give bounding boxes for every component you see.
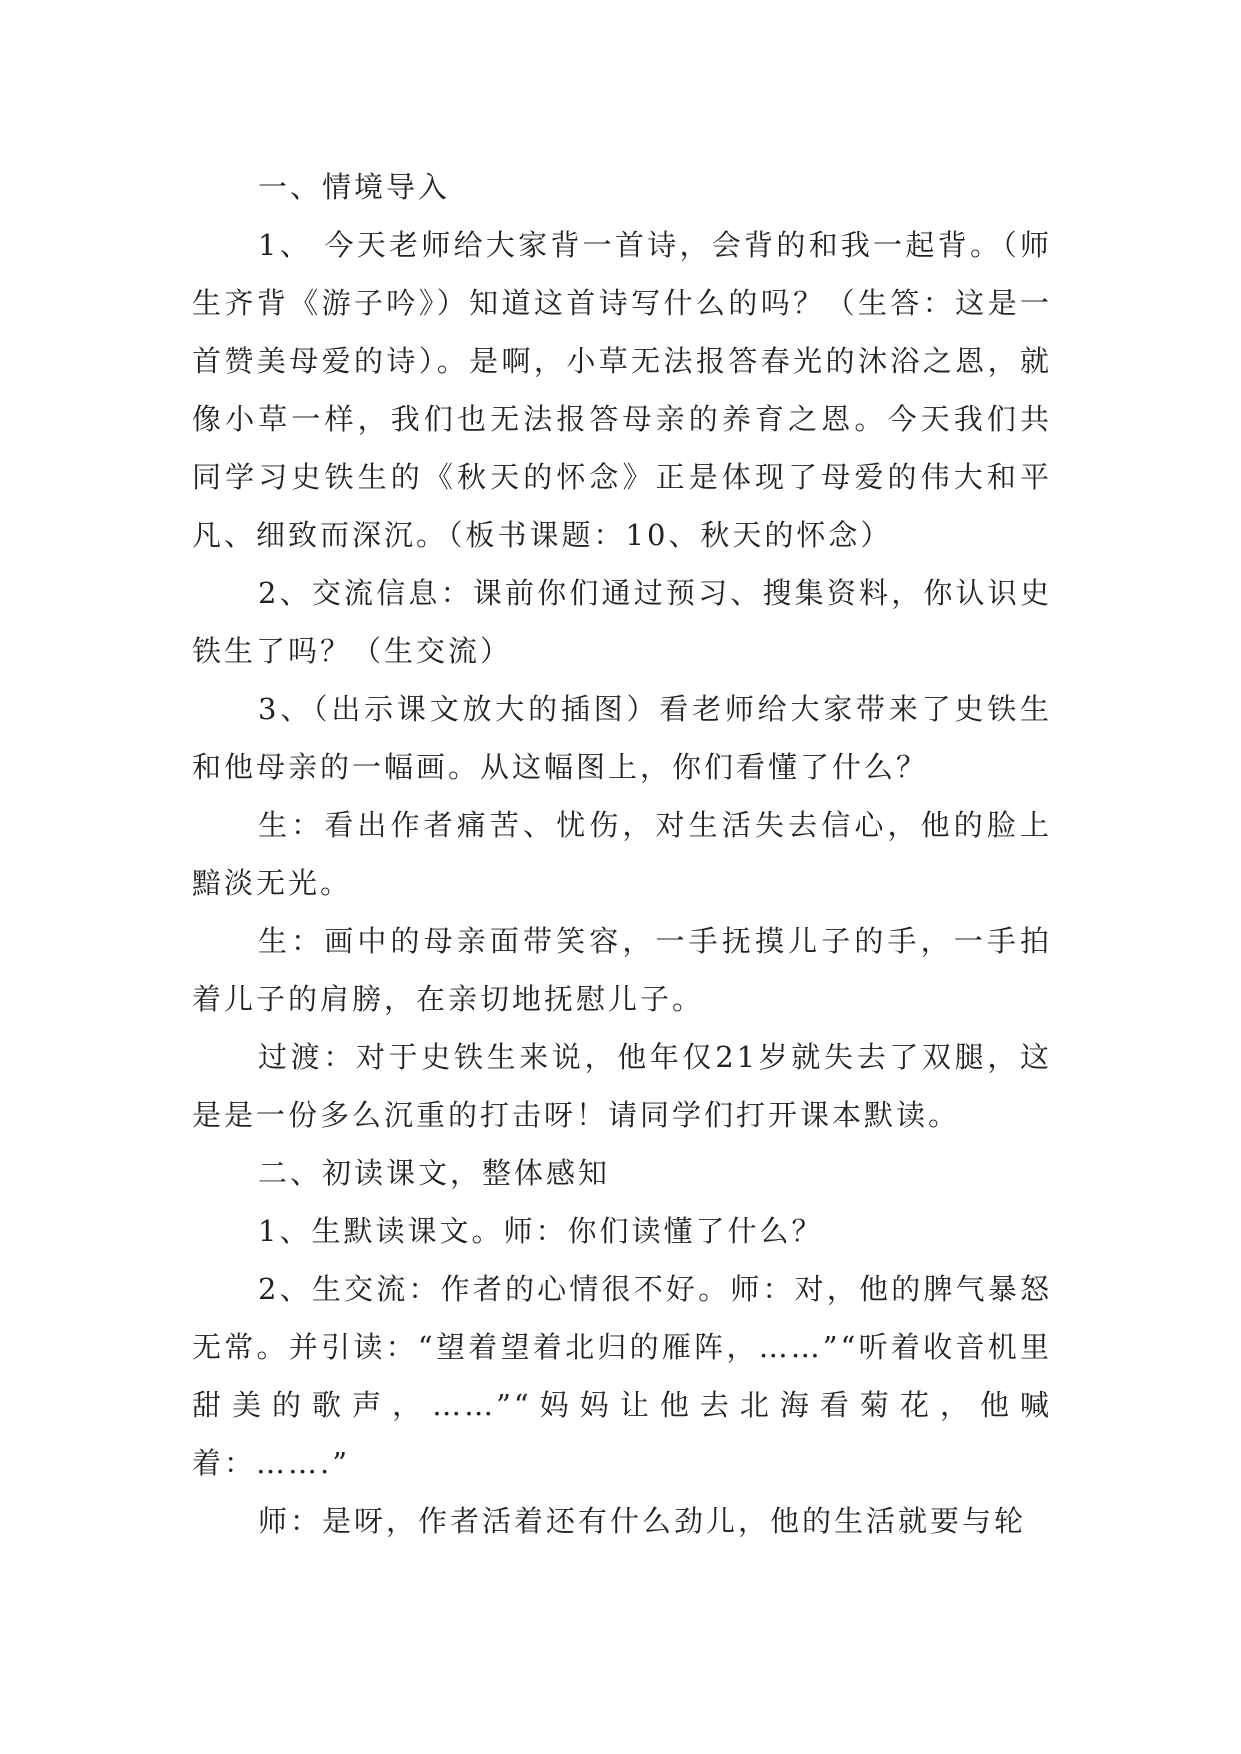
paragraph-transition: 过渡：对于史铁生来说，他年仅21岁就失去了双腿，这是是一份多么沉重的打击呀！请同学们打开课本默读。 (192, 1040, 1052, 1132)
paragraph-exchange-info: 2、交流信息：课前你们通过预习、搜集资料，你认识史铁生了吗？（生交流） (192, 576, 1052, 668)
paragraph-student-answer-2: 生：画中的母亲面带笑容，一手抚摸儿子的手，一手拍着儿子的肩膀，在亲切地抚慰儿子。 (192, 924, 1052, 1016)
document-body (192, 158, 1052, 1550)
paragraph-show-illustration: 3、（出示课文放大的插图）看老师给大家带来了史铁生和他母亲的一幅画。从这幅图上，你们看懂了什么？ (192, 692, 1052, 784)
section-heading-situation-intro: 一、情境导入 (258, 170, 451, 204)
paragraph-teacher-remark: 师：是呀，作者活着还有什么劲儿，他的生活就要与轮 (258, 1504, 1027, 1538)
paragraph-recite-poem: 1、 今天老师给大家背一首诗，会背的和我一起背。（师生齐背《游子吟》）知道这首诗写什么的吗？（生答：这是一首赞美母爱的诗）。是啊，小草无法报答春光的沐浴之恩，就像小草一样，我们也无法报答母亲的养育之恩。今天我们共同学习史铁生的《秋天的怀念》正是体现了母爱的伟大和平凡、细致而深沉。（板书课题：10、秋天的怀念） (192, 228, 1052, 552)
paragraph-student-exchange: 2、生交流：作者的心情很不好。师：对，他的脾气暴怒无常。并引读：“望着望着北归的雁阵，……”“听着收音机里甜美的歌声，……”“妈妈让他去北海看菊花，他喊着：…….” (192, 1272, 1052, 1480)
paragraph-silent-reading: 1、生默读课文。师：你们读懂了什么？ (258, 1214, 824, 1248)
paragraph-student-answer-1: 生：看出作者痛苦、忧伤，对生活失去信心，他的脸上黯淡无光。 (192, 808, 1052, 900)
section-heading-first-reading: 二、初读课文，整体感知 (258, 1156, 611, 1190)
